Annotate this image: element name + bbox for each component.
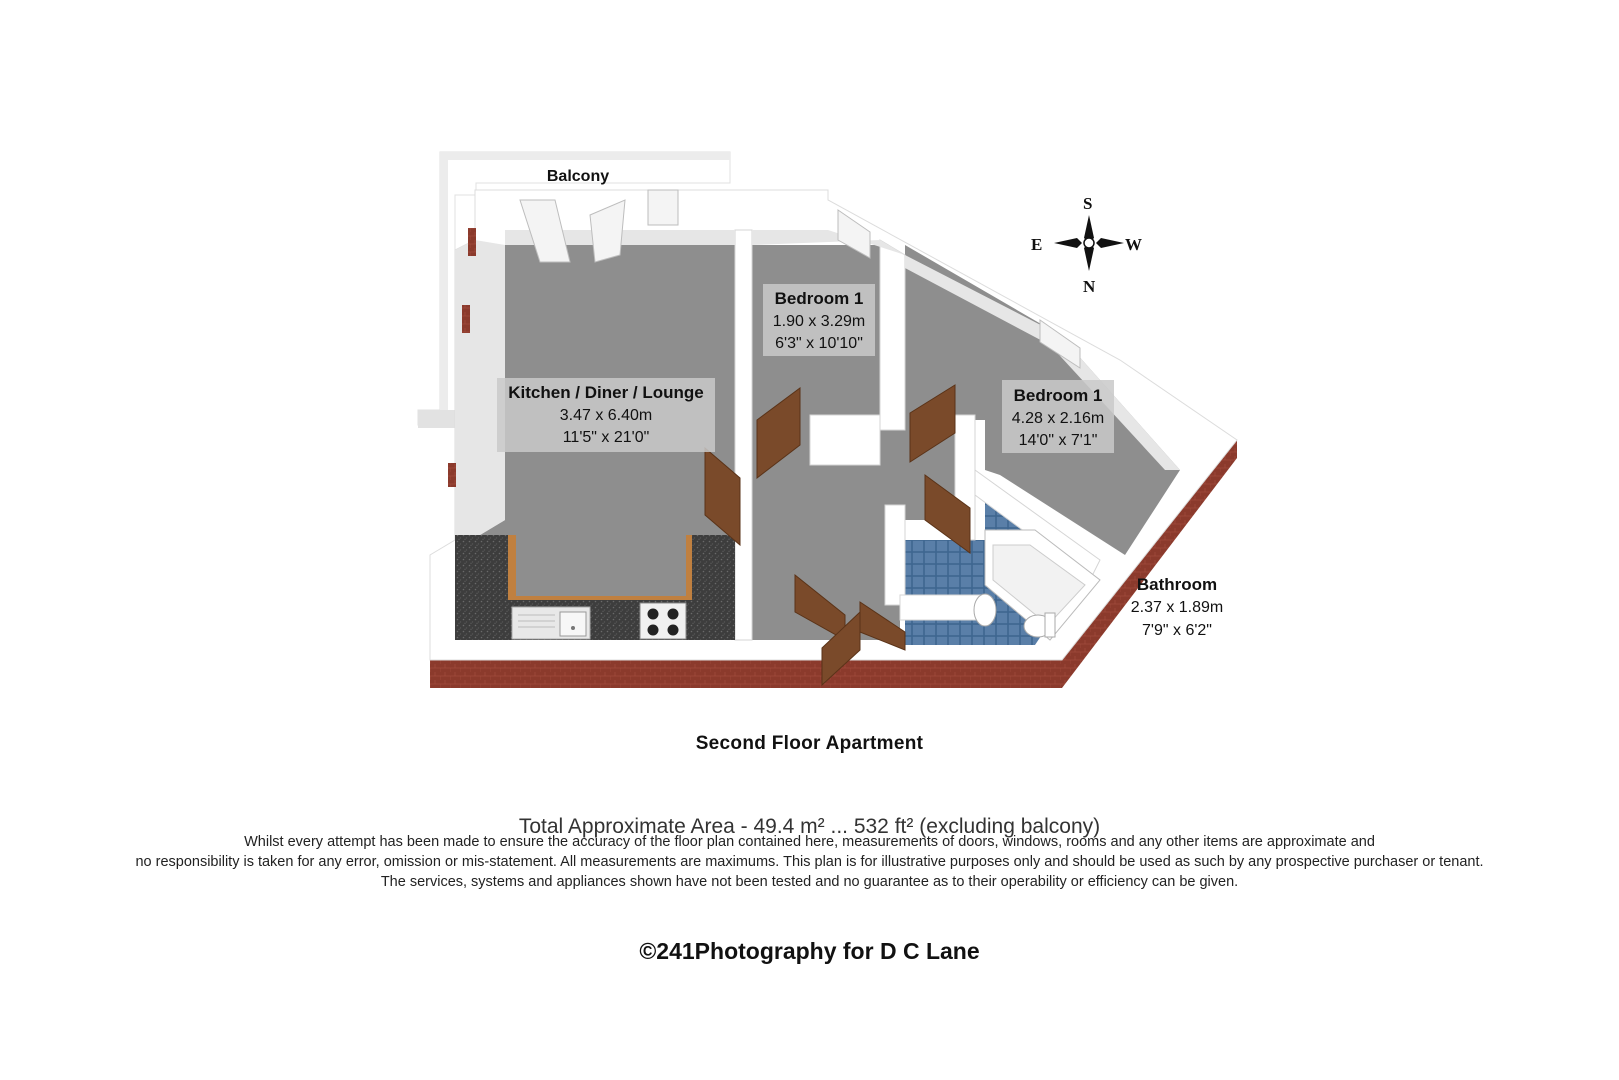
copyright: ©241Photography for D C Lane: [639, 938, 980, 964]
room-label-bedroom-1b: [1002, 380, 1114, 453]
disclaimer-line: Whilst every attempt has been made to ensure the accuracy of the floor plan contained here, measurements of doors, windows, rooms and any other items are approximate and: [244, 834, 1375, 850]
compass-right: W: [1125, 235, 1142, 254]
compass-rose-icon: [1031, 194, 1142, 296]
compass-left: E: [1031, 235, 1043, 254]
floor-title: Second Floor Apartment: [695, 733, 924, 754]
room-name-bedroom-1b: Bedroom 1: [1013, 386, 1103, 405]
disclaimer: [0, 832, 1619, 892]
room-imperial-bedroom-1b: 14'0" x 7'1": [1018, 432, 1098, 449]
total-area: Total Approximate Area - 49.4 m² ... 532 ft² (excluding balcony): [518, 815, 1101, 838]
room-metric-bedroom-1b: 4.28 x 2.16m: [1011, 410, 1105, 427]
room-metric-bedroom-1a: 1.90 x 3.29m: [772, 313, 866, 330]
room-name-kitchen: Kitchen / Diner / Lounge: [508, 383, 704, 402]
room-name-bathroom: Bathroom: [1136, 575, 1218, 594]
room-metric-kitchen: 3.47 x 6.40m: [559, 407, 653, 424]
balcony-label: Balcony: [546, 168, 610, 185]
disclaimer-line: The services, systems and appliances shown have not been tested and no guarantee as to their operability or efficiency can be given.: [380, 874, 1239, 890]
room-imperial-bedroom-1a: 6'3" x 10'10": [775, 335, 863, 352]
room-imperial-kitchen: 11'5" x 21'0": [562, 429, 650, 446]
kitchen-hob: [640, 603, 686, 639]
room-name-bedroom-1a: Bedroom 1: [774, 289, 864, 308]
room-label-bathroom: [1131, 575, 1224, 639]
room-metric-bathroom: 2.37 x 1.89m: [1130, 599, 1224, 616]
room-label-kitchen: [497, 378, 715, 452]
room-label-bedroom-1a: [763, 284, 875, 356]
room-imperial-bathroom: 7'9" x 6'2": [1142, 622, 1212, 639]
compass-bottom: N: [1083, 277, 1096, 296]
compass-top: S: [1083, 194, 1093, 213]
kitchen-sink: [512, 607, 590, 639]
disclaimer-line: no responsibility is taken for any error, omission or mis-statement. All measurements are maximums. This plan is for illustrative purposes only and should be used as such by any prospective purchaser or tenant.: [135, 854, 1484, 870]
